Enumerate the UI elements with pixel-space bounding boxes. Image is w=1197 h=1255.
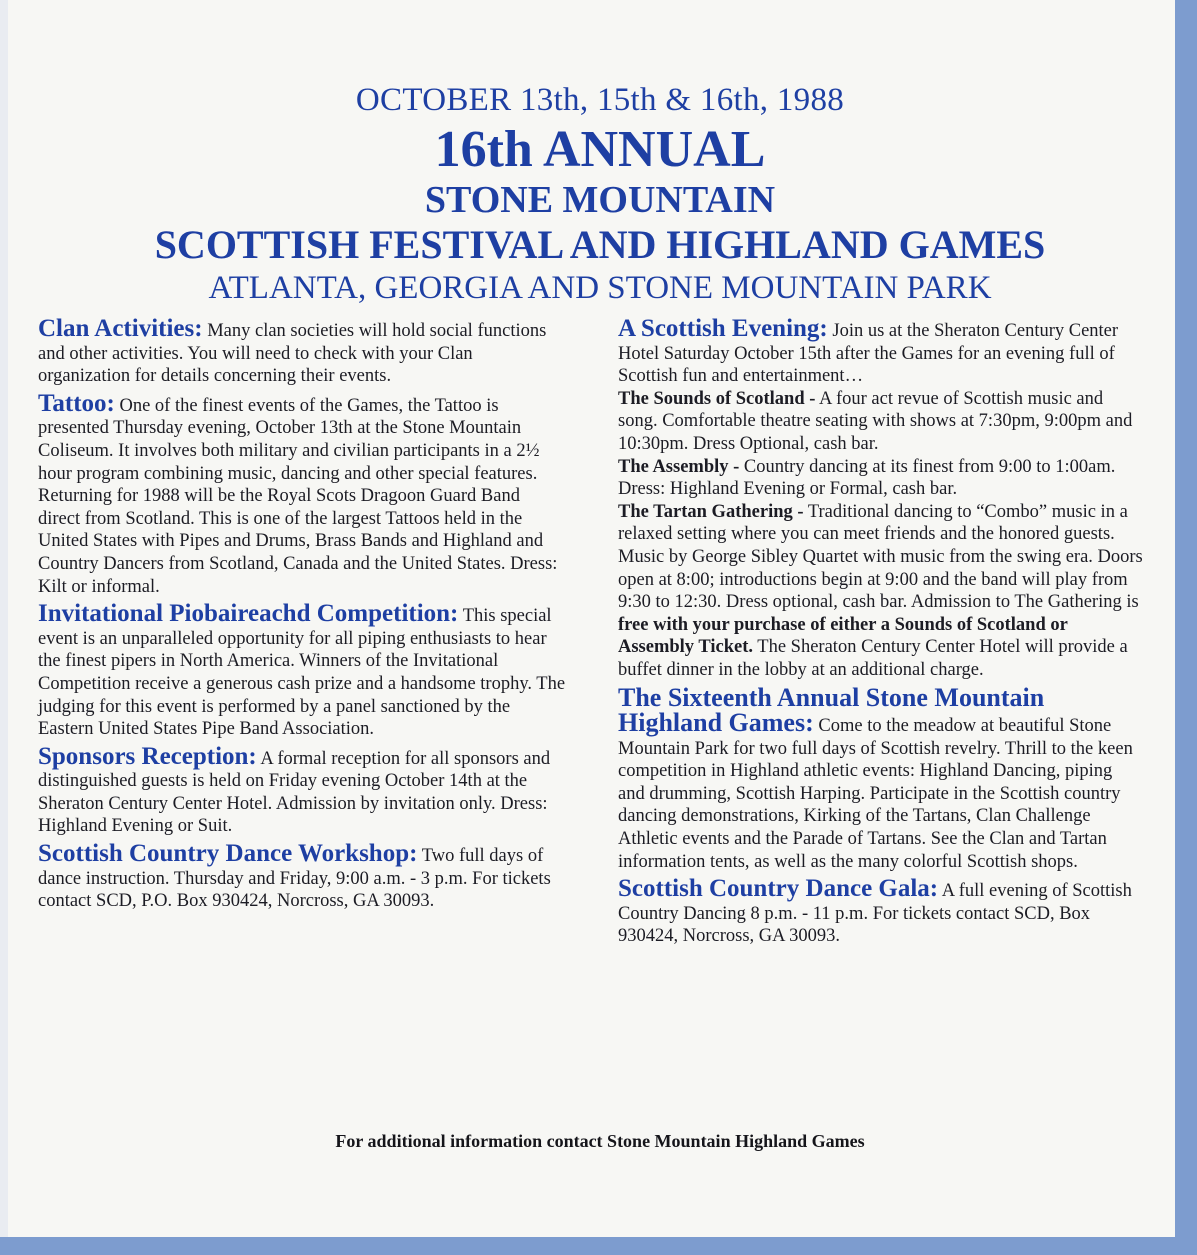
section-title: Scottish Country Dance Workshop: bbox=[38, 840, 418, 868]
section-dance-workshop bbox=[38, 840, 566, 913]
section-text: One of the finest events of the Games, the Tattoo is presented Thursday evening, October 13th at the Stone Mountain Coliseum. It involves both military and civilian participants in a 2½ hour program combining music, dancing and other special features. Returning for 1988 will be the Royal Scots Dragoon Guard Band direct from Scotland. This is one of the largest Tattoos held in the United States with Pipes and Drums, Brass Bands and Highland and Country Dancers from Scotland, Canada and the United States. Dress: Kilt or informal. bbox=[38, 395, 558, 597]
section-scottish-evening bbox=[618, 315, 1143, 388]
left-column bbox=[38, 315, 566, 918]
subsection-assembly bbox=[618, 456, 1143, 501]
subsection-title: The Tartan Gathering - bbox=[618, 501, 804, 522]
subsection-sounds-of-scotland bbox=[618, 388, 1143, 456]
subsection-title: The Sounds of Scotland - bbox=[618, 388, 816, 409]
contact-footer: For additional information contact Stone Mountain Highland Games bbox=[335, 1131, 865, 1151]
subsection-highlight: free with your purchase of either a Sounds of Scotland or Assembly Ticket. bbox=[618, 614, 1068, 658]
event-location: ATLANTA, GEORGIA AND STONE MOUNTAIN PARK bbox=[208, 270, 992, 306]
event-annual: 16th ANNUAL bbox=[434, 121, 766, 178]
blue-border-bottom bbox=[0, 1237, 1197, 1255]
section-sponsors-reception bbox=[38, 742, 566, 838]
subsection-text-tail: The Sheraton Century Center Hotel will provide a buffet dinner in the lobby at an additional charge. bbox=[618, 637, 1128, 680]
subsection-text: Traditional dancing to “Combo” music in a relaxed setting where you can meet friends and the honored guests. Music by George Sibley Quartet with music from the swing era. Doors open at 8:00; introductions begin at 9:00 and the band will play from 9:30 to 12:30. Dress optional, cash bar. Admission to The Gathering is bbox=[618, 501, 1143, 613]
left-edge bbox=[0, 0, 8, 1255]
section-clan-activities bbox=[38, 315, 566, 388]
section-text: This special event is an unparalleled opportunity for all piping enthusiasts to hear the finest pipers in North America. Winners of the Invitational Competition receive a generous cash prize and a handsome trophy. The judging for this event is performed by a panel sanctioned by the Eastern United States Pipe Band Association. bbox=[38, 606, 566, 740]
right-column bbox=[618, 315, 1143, 953]
subsection-tartan-gathering bbox=[618, 501, 1143, 682]
section-piobaireachd bbox=[38, 600, 566, 741]
subsection-title: The Assembly - bbox=[618, 456, 740, 477]
section-text: A formal reception for all sponsors and distinguished guests is held on Friday evening October 14th at the Sheraton Century Center Hotel. Admission by invitation only. Dress: Highland Evening or Suit. bbox=[38, 748, 551, 837]
section-title: Clan Activities: bbox=[38, 315, 203, 342]
section-title: Scottish Country Dance Gala: bbox=[618, 875, 939, 903]
event-dates: OCTOBER 13th, 15th & 16th, 1988 bbox=[355, 82, 845, 118]
section-text: Two full days of dance instruction. Thursday and Friday, 9:00 a.m. - 3 p.m. For tickets contact SCD, P.O. Box 930424, Norcross, GA 30093. bbox=[38, 846, 551, 912]
section-highland-games bbox=[618, 682, 1143, 874]
section-text: Many clan societies will hold social functions and other activities. You will need to check with your Clan organization for details concerning their events. bbox=[38, 321, 547, 387]
blue-border-right bbox=[1175, 0, 1197, 1255]
event-name-line2: SCOTTISH FESTIVAL AND HIGHLAND GAMES bbox=[154, 222, 1046, 267]
section-dance-gala bbox=[618, 875, 1143, 948]
section-text: Come to the meadow at beautiful Stone Mountain Park for two full days of Scottish revelry. Thrill to the keen competition in Highland athletic events: Highland Dancing, piping and drumming, Scottish Harping. Participate in the Scottish country dancing demonstrations, Kirking of the Tartans, Clan Challenge Athletic events and the Parade of Tartans. See the Clan and Tartan information tents, as well as the many colorful Scottish shops. bbox=[618, 716, 1133, 872]
section-text: Join us at the Sheraton Century Center Hotel Saturday October 15th after the Games for an evening full of Scottish fun and entertainment… bbox=[618, 321, 1119, 387]
section-title: The Sixteenth Annual Stone Mountain Highland Games: bbox=[618, 682, 1045, 738]
event-header bbox=[30, 80, 1170, 308]
section-tattoo bbox=[38, 389, 566, 598]
subsection-text: A four act revue of Scottish music and song. Comfortable theatre seating with shows at 7:30pm, 9:00pm and 10:30pm. Dress Optional, cash bar. bbox=[618, 388, 1133, 454]
event-name-line1: STONE MOUNTAIN bbox=[424, 179, 776, 221]
subsection-text: Country dancing at its finest from 9:00 to 1:00am. Dress: Highland Evening or Formal, cash bar. bbox=[618, 456, 1116, 500]
section-title: Invitational Piobaireachd Competition: bbox=[38, 600, 459, 628]
section-title: Sponsors Reception: bbox=[38, 742, 257, 770]
section-title: A Scottish Evening: bbox=[618, 315, 828, 342]
section-text: A full evening of Scottish Country Dancing 8 p.m. - 11 p.m. For tickets contact SCD, Box 930424, Norcross, GA 30093. bbox=[618, 881, 1132, 947]
section-title: Tattoo: bbox=[38, 389, 115, 417]
